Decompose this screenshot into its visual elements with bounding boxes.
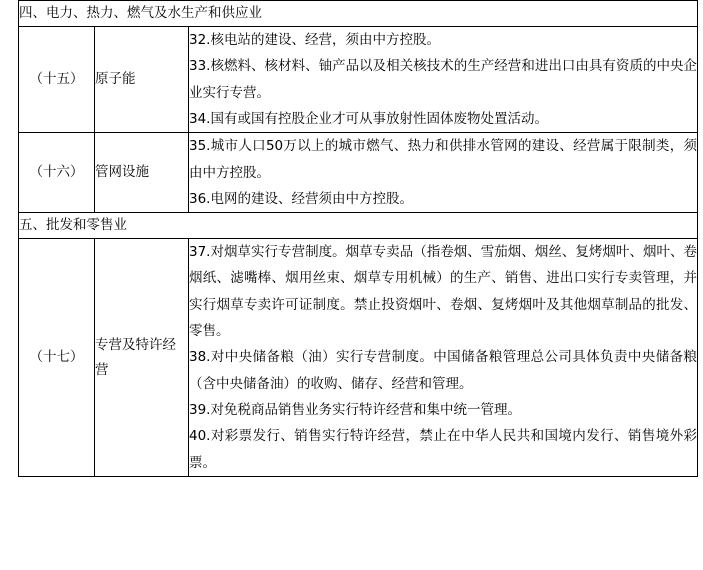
row-number: （十六） (19, 133, 95, 213)
section-title-four: 四、电力、热力、燃气及水生产和供应业 (19, 1, 698, 27)
list-item: 36.电网的建设、经营须由中方控股。 (189, 190, 413, 207)
list-item: 37.对烟草实行专营制度。烟草专卖品（指卷烟、雪茄烟、烟丝、复烤烟叶、烟叶、卷烟纸、滤嘴棒、烟用丝束、烟草专用机械）的生产、销售、进出口实行专卖管理，并实行烟草专卖许可证制度。禁止投资烟叶、卷烟、复烤烟叶及其他烟草制品的批发、零售。 (189, 244, 697, 340)
row-category: 专营及特许经营 (95, 239, 189, 477)
row-number: （十七） (19, 239, 95, 477)
row-content (189, 26, 698, 132)
section-heading-row (19, 1, 698, 27)
table-row (19, 26, 698, 132)
section-title-five: 五、批发和零售业 (19, 213, 698, 239)
list-item: 38.对中央储备粮（油）实行专营制度。中国储备粮管理总公司具体负责中央储备粮（含中央储备油）的收购、储存、经营和管理。 (189, 349, 697, 392)
regulations-table (18, 0, 698, 477)
table-row (19, 133, 698, 213)
list-item: 39.对免税商品销售业务实行特许经营和集中统一管理。 (189, 402, 521, 418)
table-row (19, 239, 698, 477)
row-category: 管网设施 (95, 133, 189, 213)
row-content (189, 239, 698, 477)
list-item: 35.城市人口50万以上的城市燃气、热力和供排水管网的建设、经营属于限制类，须由中方控股。 (189, 138, 697, 181)
list-item: 33.核燃料、核材料、铀产品以及相关核技术的生产经营和进出口由具有资质的中央企业实行专营。 (189, 58, 697, 101)
row-category: 原子能 (95, 26, 189, 132)
section-heading-row (19, 213, 698, 239)
row-number: （十五） (19, 26, 95, 132)
list-item: 32.核电站的建设、经营，须由中方控股。 (189, 31, 440, 48)
list-item: 40.对彩票发行、销售实行特许经营，禁止在中华人民共和国境内发行、销售境外彩票。 (189, 428, 697, 471)
row-content (189, 133, 698, 213)
list-item: 34.国有或国有控股企业才可从事放射性固体废物处置活动。 (189, 110, 548, 127)
